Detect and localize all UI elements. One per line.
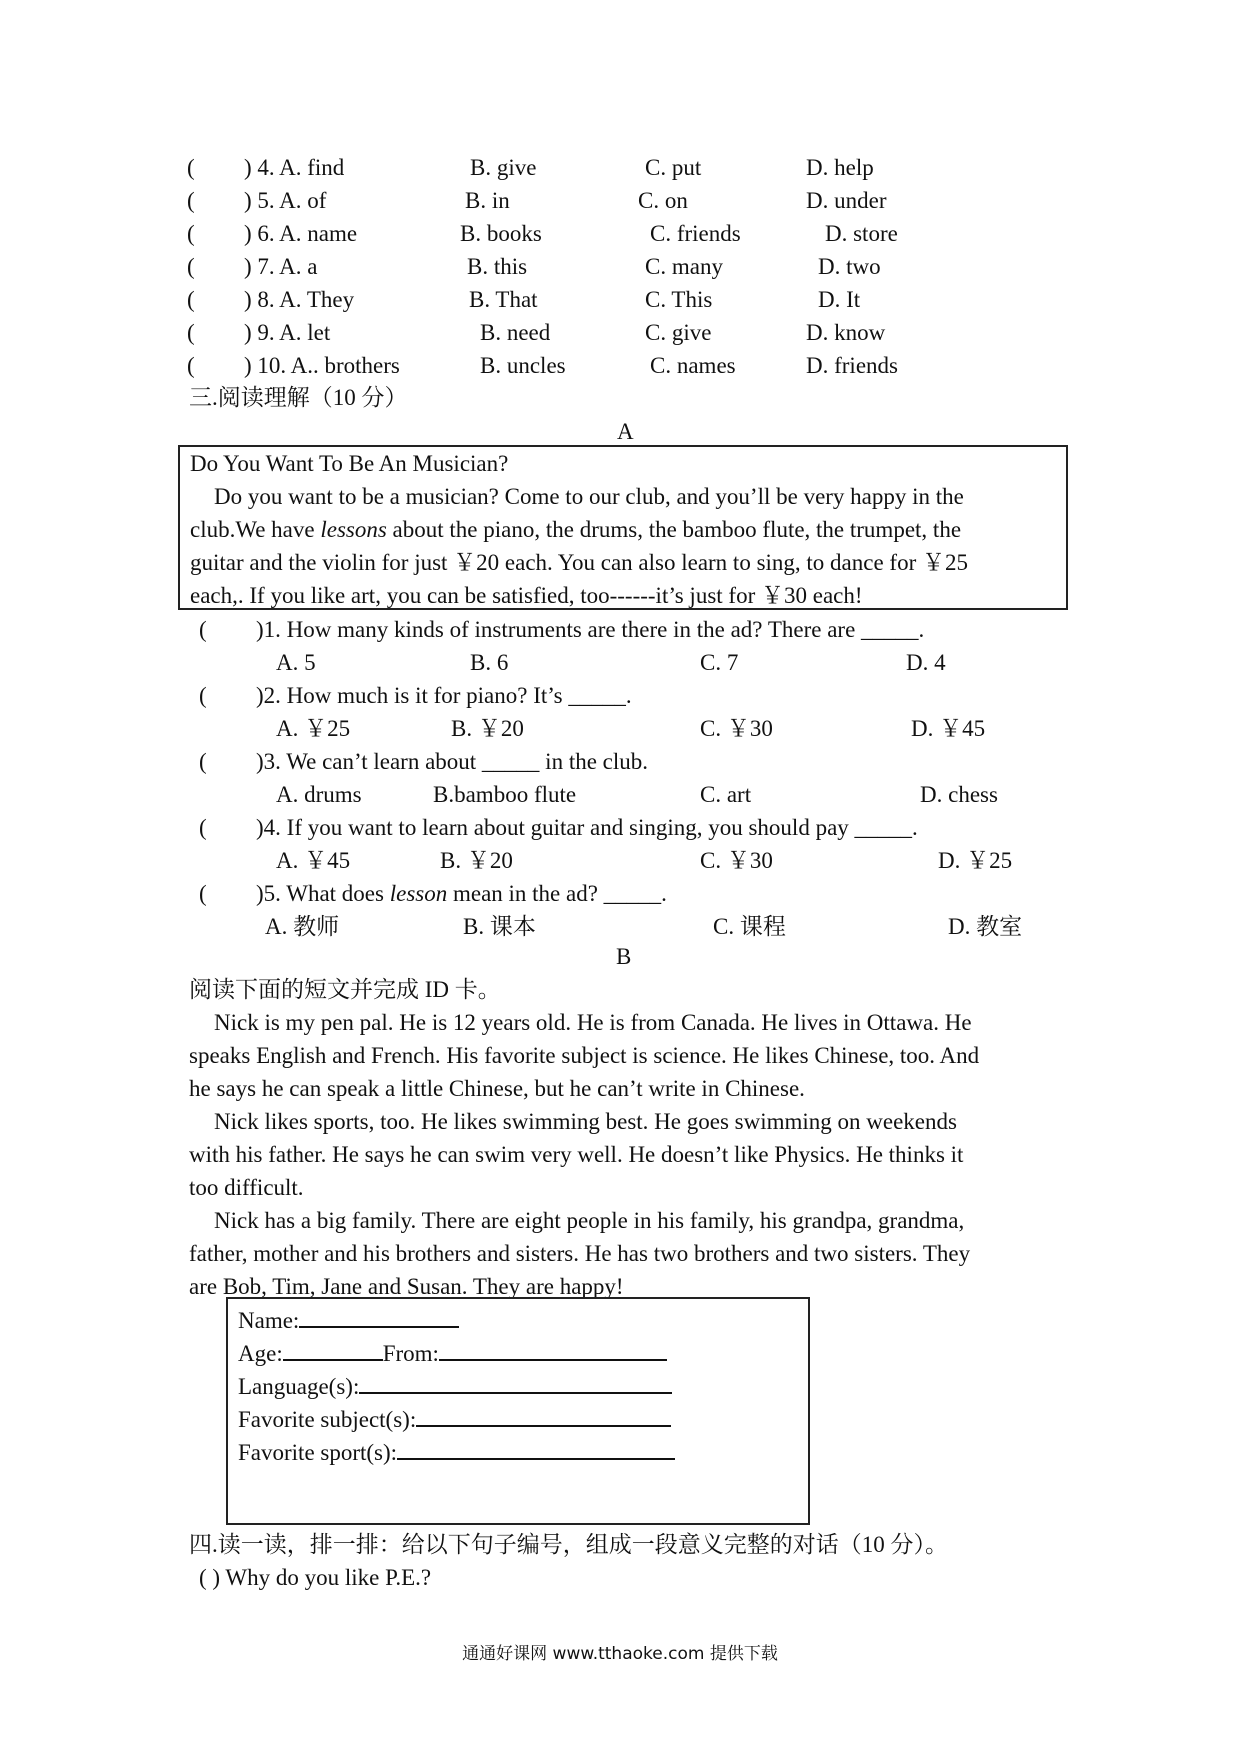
- id-subject-blank[interactable]: [416, 1405, 671, 1427]
- option-a: ) 6. A. name: [244, 221, 358, 246]
- ordering-sentence: Why do you like P.E.?: [225, 1565, 432, 1590]
- option-a: A. 5: [276, 650, 316, 675]
- answer-paren: (: [187, 353, 195, 378]
- ad-emphasis: lessons: [320, 517, 387, 542]
- option-d: D. help: [806, 155, 874, 180]
- option-b: B. 6: [470, 650, 509, 675]
- option-a: ) 9. A. let: [244, 320, 331, 345]
- id-sport-row: [238, 1438, 675, 1467]
- ad-text: about the piano, the drums, the bamboo flute, the trumpet, the: [386, 517, 962, 542]
- answer-paren: (: [199, 683, 207, 708]
- option-b: B.bamboo flute: [433, 782, 577, 807]
- option-c: C. give: [645, 320, 712, 345]
- question-text: )5. What does: [256, 881, 390, 906]
- option-d: D. store: [825, 221, 898, 246]
- option-b: B. 课本: [463, 914, 536, 939]
- answer-paren: (: [187, 320, 195, 345]
- option-b: B. ￥20: [451, 716, 524, 741]
- option-c: C. many: [645, 254, 723, 279]
- option-a: A. drums: [276, 782, 362, 807]
- option-c: C. ￥30: [700, 848, 773, 873]
- answer-paren: (: [199, 815, 207, 840]
- answer-paren: (: [187, 287, 195, 312]
- id-subject-row: [238, 1405, 671, 1434]
- id-age-label: Age:: [238, 1341, 283, 1366]
- ad-text: club.We have: [190, 517, 321, 542]
- part-b-instruction: 阅读下面的短文并完成 ID 卡。: [189, 977, 501, 1002]
- ad-line-2: [190, 516, 961, 544]
- id-name-blank[interactable]: [299, 1306, 459, 1328]
- option-d: D. friends: [806, 353, 898, 378]
- option-a: ) 8. A. They: [244, 287, 355, 312]
- part-a-label: A: [617, 419, 634, 444]
- option-d: D. 教室: [948, 914, 1023, 939]
- passage-line: with his father. He says he can swim very well. He doesn’t like Physics. He thinks it: [189, 1142, 964, 1167]
- id-language-blank[interactable]: [359, 1372, 672, 1394]
- id-sport-blank[interactable]: [397, 1438, 675, 1460]
- question-emphasis: lesson: [389, 881, 448, 906]
- option-c: C. ￥30: [700, 716, 773, 741]
- passage-line: too difficult.: [189, 1175, 304, 1200]
- option-d: D. It: [818, 287, 861, 312]
- option-a: ) 4. A. find: [244, 155, 345, 180]
- passage-line: father, mother and his brothers and sisters. He has two brothers and two sisters. They: [189, 1241, 971, 1266]
- option-a: A. ￥25: [276, 716, 351, 741]
- option-d: D. under: [806, 188, 887, 213]
- option-a: A. 教师: [265, 914, 340, 939]
- question-text: mean in the ad? _____.: [447, 881, 667, 906]
- option-b: B. uncles: [480, 353, 566, 378]
- footer-credit: 通通好课网 www.tthaoke.com 提供下载: [462, 1644, 778, 1664]
- ad-line-4: each,. If you like art, you can be satisfied, too------it’s just for ￥30 each!: [190, 583, 863, 608]
- id-subject-label: Favorite subject(s):: [238, 1407, 417, 1432]
- answer-paren: (: [199, 881, 207, 906]
- question-stem: )2. How much is it for piano? It’s _____.: [256, 683, 632, 708]
- id-language-label: Language(s):: [238, 1374, 360, 1399]
- answer-paren: (: [199, 749, 207, 774]
- part-b-label: B: [616, 944, 632, 969]
- option-d: D. ￥45: [911, 716, 986, 741]
- answer-paren: (: [187, 155, 195, 180]
- option-b: B. ￥20: [440, 848, 513, 873]
- ordering-item: [199, 1564, 431, 1592]
- id-age-row: [238, 1339, 667, 1368]
- option-a: ) 5. A. of: [244, 188, 327, 213]
- option-d: D. two: [818, 254, 881, 279]
- option-c: C. art: [700, 782, 752, 807]
- passage-line: Nick likes sports, too. He likes swimming best. He goes swimming on weekends: [214, 1109, 957, 1134]
- option-b: B. give: [470, 155, 537, 180]
- option-c: C. put: [645, 155, 702, 180]
- id-age-blank[interactable]: [283, 1339, 383, 1361]
- passage-line: Nick is my pen pal. He is 12 years old. He is from Canada. He lives in Ottawa. He: [214, 1010, 972, 1035]
- option-b: B. this: [467, 254, 528, 279]
- option-c: C. on: [638, 188, 688, 213]
- id-from-label: From:: [382, 1341, 439, 1366]
- passage-line: he says he can speak a little Chinese, but he can’t write in Chinese.: [189, 1076, 805, 1101]
- id-language-row: [238, 1372, 672, 1401]
- option-c: C. This: [645, 287, 713, 312]
- section-heading-ordering: 四.读一读，排一排：给以下句子编号，组成一段意义完整的对话（10 分）。: [189, 1532, 948, 1557]
- answer-paren: (: [199, 617, 207, 642]
- passage-line: are Bob, Tim, Jane and Susan. They are happy!: [189, 1274, 624, 1299]
- option-c: C. 7: [700, 650, 739, 675]
- ad-line-3: guitar and the violin for just ￥20 each. You can also learn to sing, to dance for ￥25: [190, 550, 969, 575]
- option-a: A. ￥45: [276, 848, 351, 873]
- option-c: C. friends: [650, 221, 741, 246]
- answer-paren: (: [187, 188, 195, 213]
- option-b: B. need: [480, 320, 551, 345]
- passage-line: speaks English and French. His favorite subject is science. He likes Chinese, too. And: [189, 1043, 980, 1068]
- question-stem: )4. If you want to learn about guitar and singing, you should pay _____.: [256, 815, 918, 840]
- id-sport-label: Favorite sport(s):: [238, 1440, 398, 1465]
- option-b: B. in: [465, 188, 510, 213]
- question-stem: )3. We can’t learn about _____ in the club.: [256, 749, 649, 774]
- question-stem: [256, 880, 667, 908]
- ad-title: Do You Want To Be An Musician?: [190, 451, 509, 476]
- option-d: D. ￥25: [938, 848, 1013, 873]
- option-c: C. 课程: [713, 914, 786, 939]
- option-a: ) 10. A.. brothers: [244, 353, 400, 378]
- option-d: D. chess: [920, 782, 998, 807]
- option-a: ) 7. A. a: [244, 254, 318, 279]
- passage-line: Nick has a big family. There are eight people in his family, his grandpa, grandma,: [214, 1208, 965, 1233]
- option-d: D. know: [806, 320, 886, 345]
- answer-paren: (: [187, 254, 195, 279]
- section-heading-reading: 三.阅读理解（10 分）: [189, 385, 408, 410]
- id-name-label: Name:: [238, 1308, 300, 1333]
- id-from-blank[interactable]: [439, 1339, 667, 1361]
- question-stem: )1. How many kinds of instruments are there in the ad? There are _____.: [256, 617, 925, 642]
- option-d: D. 4: [906, 650, 946, 675]
- id-name-row: [238, 1306, 459, 1335]
- answer-paren[interactable]: ( ): [199, 1565, 221, 1590]
- answer-paren: (: [187, 221, 195, 246]
- option-b: B. books: [460, 221, 542, 246]
- option-c: C. names: [650, 353, 736, 378]
- option-b: B. That: [469, 287, 538, 312]
- ad-line-1: Do you want to be a musician? Come to our club, and you’ll be very happy in the: [214, 484, 964, 509]
